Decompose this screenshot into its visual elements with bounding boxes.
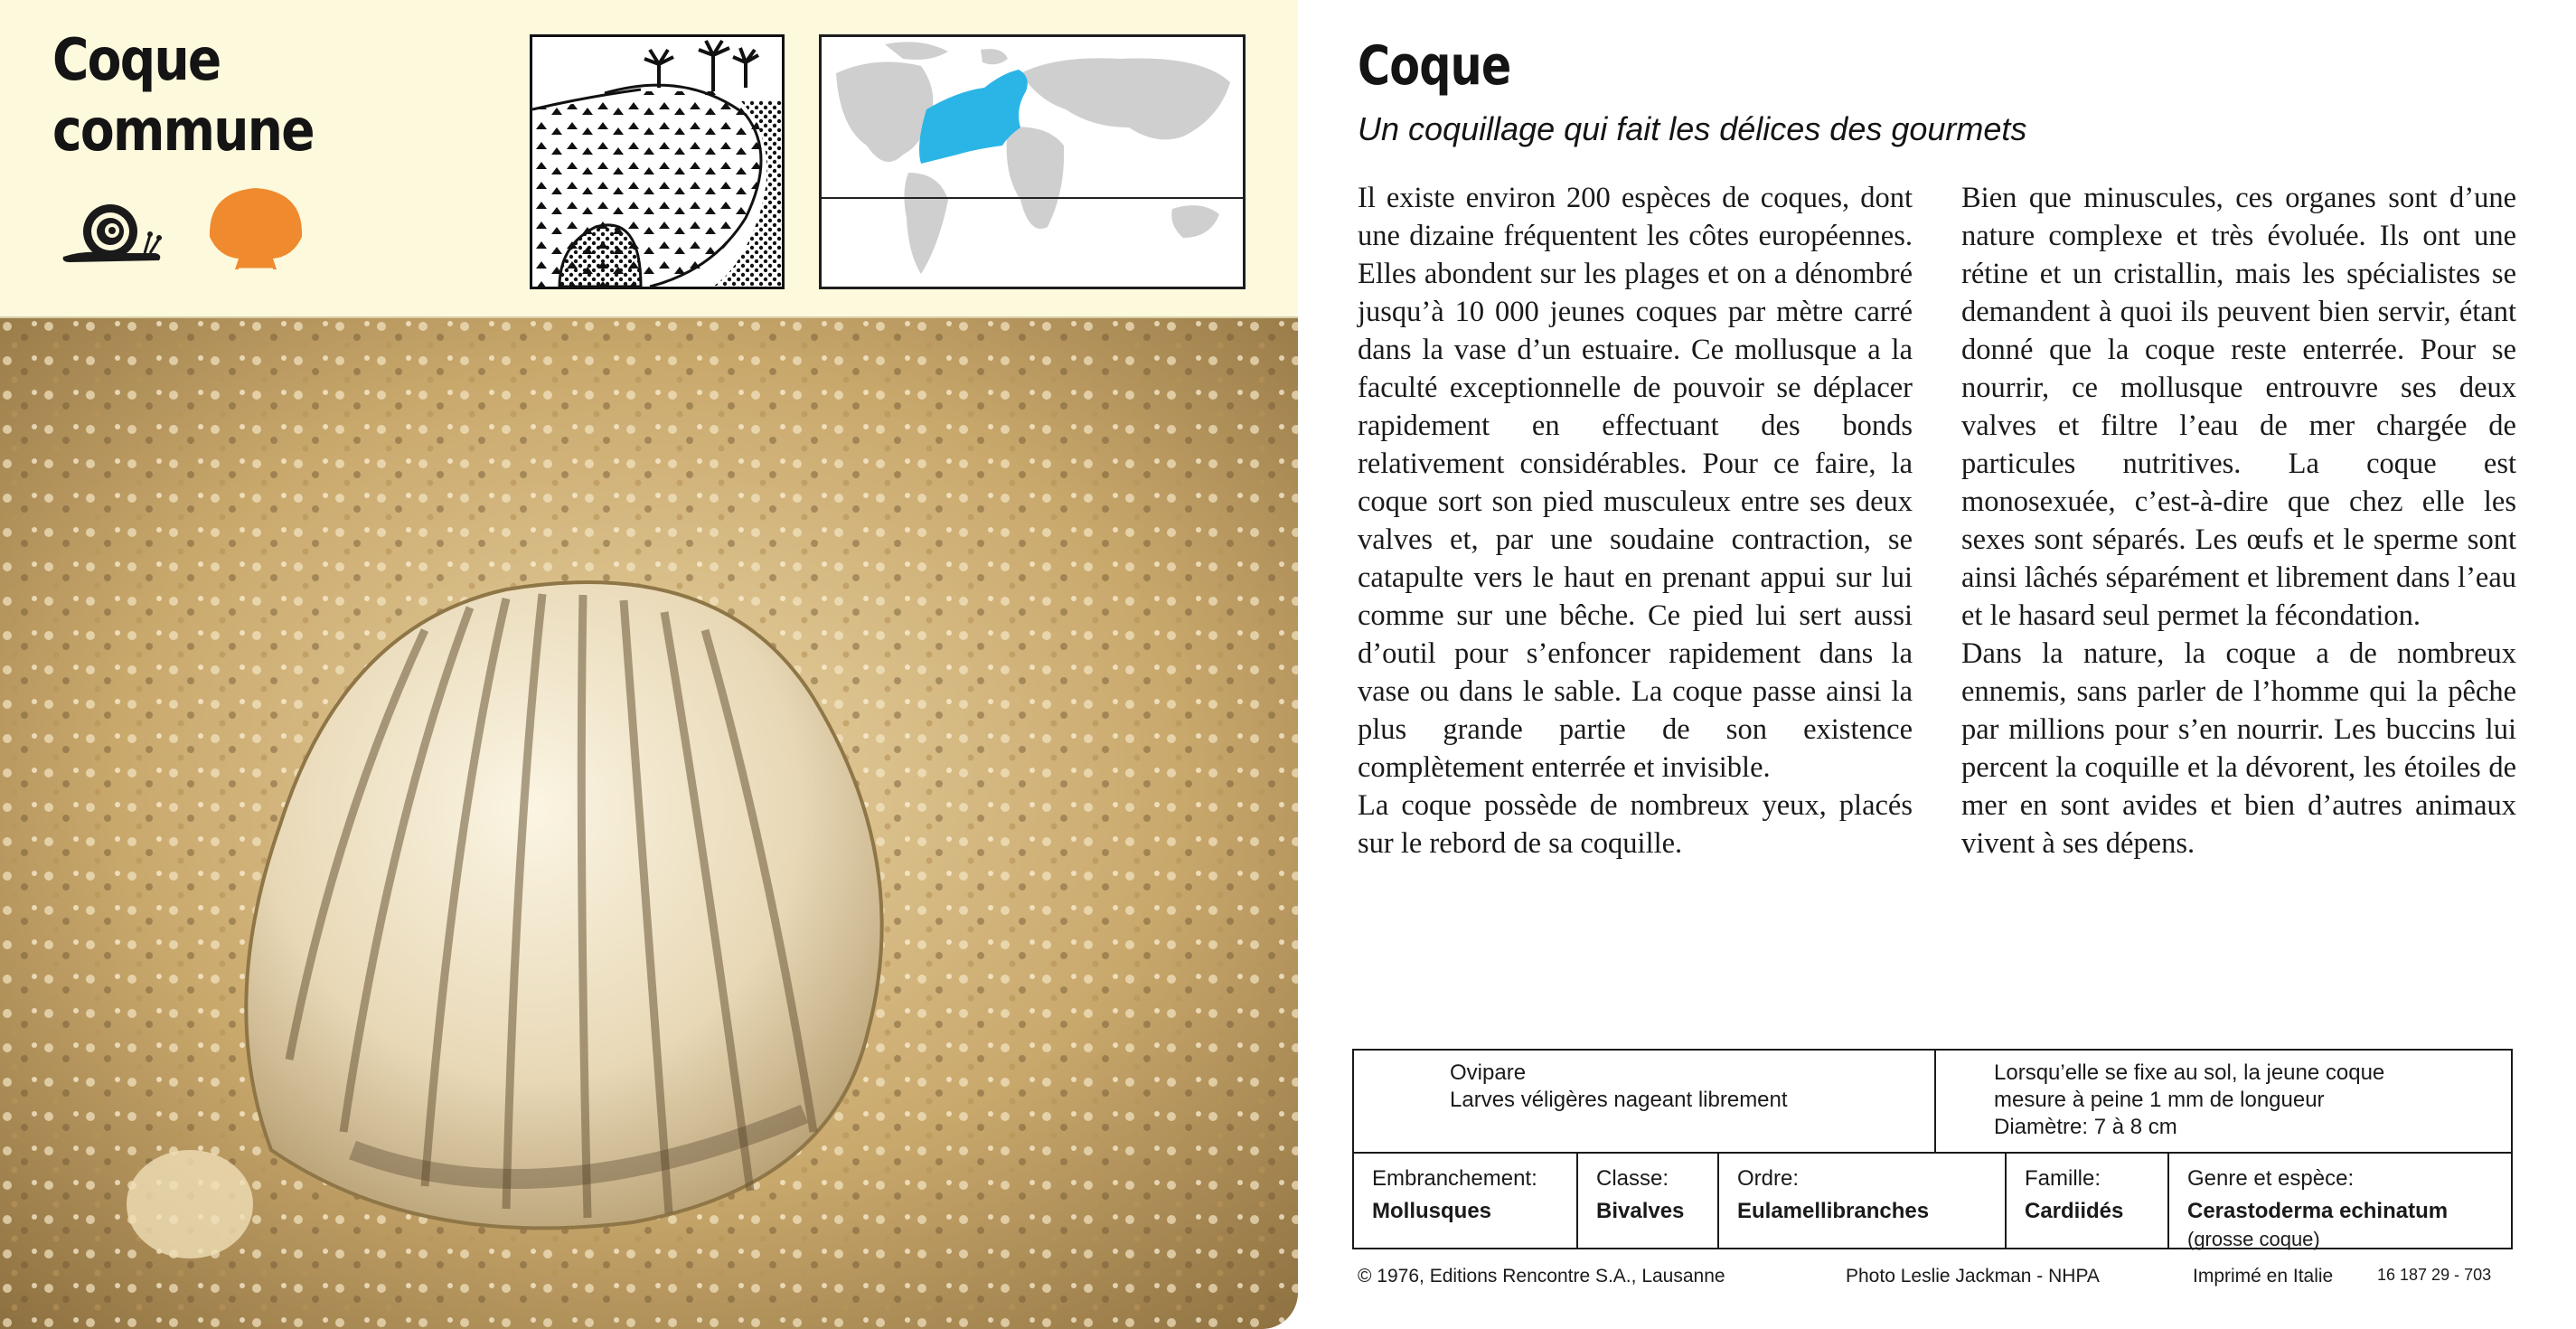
taxonomy-value: Cardiidés (2025, 1199, 2124, 1223)
right-card (1298, 0, 2576, 1329)
snail-icon (58, 197, 166, 269)
common-name: (grosse coque) (2187, 1228, 2320, 1250)
article-subtitle: Un coquillage qui fait les délices des gourmets (1358, 110, 2027, 147)
left-card-header (0, 0, 1298, 318)
taxonomy-embranchement (1354, 1154, 1576, 1248)
taxonomy-value: Bivalves (1596, 1199, 1685, 1223)
paragraph: Bien que minuscules, ces organes sont d’une nature complexe et très évoluée. Ils ont une rétine et un cristallin, mais les spécialistes se demandent à quoi ils peuvent bien servir, étant donné que la coque reste enterrée. Pour se nourrir, ce mollusque entrouvre ses deux valves et filtre l’eau de mer chargée de particules nutritives. La coque est monosexuée, c’est-à-dire que chez elle les sexes sont séparés. Les œufs et le sperme sont ainsi lâchés séparément et librement dans l’eau et le hasard seul permet la fécondation. (1961, 182, 2516, 632)
paragraph: Dans la nature, la coque a de nombreux ennemis, sans parler de l’homme qui la pêche par millions pour s’en nourrir. Les buccins lui percent la coquille et la dévorent, les étoiles de mer en sont avides et bien d’autres animaux vivent à ses dépens. (1961, 637, 2516, 860)
taxonomy-label: Ordre: (1737, 1166, 1800, 1191)
taxonomy-ordre (1717, 1154, 2007, 1248)
reproduction-info (1450, 1060, 1788, 1114)
copyright: © 1976, Editions Rencontre S.A., Lausanne (1358, 1266, 1725, 1287)
taxonomy-row (1354, 1154, 2511, 1248)
cockle-photo (0, 318, 1298, 1329)
scallop-shell-icon (202, 183, 309, 273)
taxonomy-genre (2167, 1154, 2513, 1248)
paragraph: Il existe environ 200 espèces de coques, dont une dizaine fréquentent les côtes européennes. Elles abondent sur les plages et on a dénombré jusqu’à 10 000 jeunes coques par mètre carré dans la vase d’un estuaire. Ce mollusque a la faculté exceptionnelle de pouvoir se déplacer rapidement en effectuant des bonds relativement considérables. Pour ce faire, la coque sort son pied musculeux entre ses deux valves et, par une soudaine contraction, se catapulte vers le haut en prenant appui sur lui comme sur une bêche. Ce pied lui sert aussi d’outil pour s’enfoncer rapidement dans la vase ou dans le sable. La coque passe ainsi la plus grande partie de son existence complètement enterrée et invisible. (1358, 182, 1913, 784)
card-code: 16 187 29 - 703 (2377, 1266, 2492, 1284)
facts-box (1352, 1049, 2513, 1249)
taxonomy-label: Famille: (2025, 1166, 2101, 1191)
taxonomy-label: Genre et espèce: (2187, 1166, 2355, 1191)
size-line: Lorsqu’elle se fixe au sol, la jeune coque (1994, 1060, 2385, 1085)
article-title: Coque (1358, 34, 1511, 98)
text-column-1 (1358, 179, 1913, 862)
photo-credit: Photo Leslie Jackman - NHPA (1846, 1266, 2100, 1287)
size-info (1994, 1060, 2384, 1141)
taxonomy-famille (2005, 1154, 2169, 1248)
species-title-line1: Coque (52, 27, 221, 94)
taxonomy-label: Embranchement: (1372, 1166, 1537, 1191)
facts-top-row (1354, 1051, 2511, 1154)
text-column-2 (1961, 179, 2516, 862)
taxonomy-value: Mollusques (1372, 1199, 1492, 1223)
taxonomy-label: Classe: (1596, 1166, 1669, 1191)
species-title (52, 25, 314, 166)
printed-in: Imprimé en Italie (2193, 1266, 2334, 1287)
taxonomy-value: Eulamellibranches (1737, 1199, 1930, 1223)
distribution-map (819, 34, 1246, 289)
reproduction-line: Ovipare (1450, 1060, 1527, 1085)
habitat-illustration (530, 34, 785, 289)
divider (1934, 1051, 1936, 1152)
paragraph: La coque possède de nombreux yeux, placés sur le rebord de sa coquille. (1358, 789, 1913, 860)
size-line: Diamètre: 7 à 8 cm (1994, 1115, 2177, 1139)
taxonomy-classe (1576, 1154, 1719, 1248)
reproduction-line: Larves véligères nageant librement (1450, 1088, 1788, 1112)
size-line: mesure à peine 1 mm de longueur (1994, 1088, 2325, 1112)
species-title-line2: commune (52, 98, 314, 165)
taxonomy-value: Cerastoderma echinatum (2187, 1199, 2449, 1223)
